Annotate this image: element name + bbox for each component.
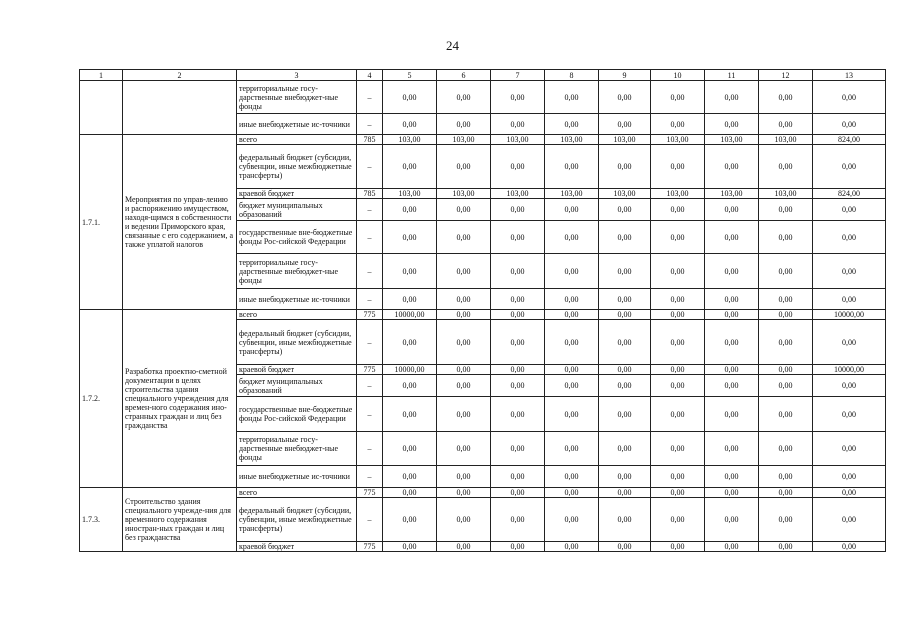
amount-cell: 103,00 — [383, 135, 437, 145]
column-number-1: 1 — [80, 70, 123, 81]
amount-cell: 10000,00 — [383, 310, 437, 320]
funding-source: иные внебюджетные ис-точники — [237, 466, 357, 488]
amount-cell: 0,00 — [813, 289, 886, 310]
amount-cell: 0,00 — [545, 310, 599, 320]
amount-cell: 103,00 — [383, 189, 437, 199]
column-number-5: 5 — [383, 70, 437, 81]
amount-cell: 0,00 — [491, 199, 545, 221]
amount-cell: 0,00 — [491, 221, 545, 254]
amount-cell: 0,00 — [545, 221, 599, 254]
amount-cell: 0,00 — [651, 81, 705, 114]
column-number-6: 6 — [437, 70, 491, 81]
table-row — [80, 81, 886, 114]
page-number: 24 — [446, 38, 459, 53]
amount-cell: 0,00 — [383, 145, 437, 189]
amount-cell: 0,00 — [545, 432, 599, 466]
amount-cell: 0,00 — [383, 320, 437, 365]
amount-cell: 0,00 — [383, 199, 437, 221]
amount-cell: 0,00 — [813, 488, 886, 498]
amount-cell: 10000,00 — [383, 365, 437, 375]
amount-cell: 0,00 — [759, 221, 813, 254]
funding-source: государственные вне-бюджетные фонды Рос-сийской Федерации — [237, 221, 357, 254]
funding-source: всего — [237, 488, 357, 498]
amount-cell: 0,00 — [437, 466, 491, 488]
amount-cell: 103,00 — [545, 135, 599, 145]
amount-cell: 0,00 — [437, 114, 491, 135]
amount-cell: 0,00 — [705, 221, 759, 254]
amount-cell: 0,00 — [383, 221, 437, 254]
budget-code: – — [357, 221, 383, 254]
amount-cell: 0,00 — [759, 199, 813, 221]
amount-cell: 0,00 — [437, 221, 491, 254]
amount-cell: 0,00 — [545, 289, 599, 310]
amount-cell: 0,00 — [813, 199, 886, 221]
measure-name — [123, 81, 237, 135]
amount-cell: 0,00 — [813, 320, 886, 365]
amount-cell: 0,00 — [383, 254, 437, 289]
measure-name: Мероприятия по управ-лению и распоряжению имуществом, находя-щимся в собственности и ведении Приморского края, связанные с его содержанием, а также уплатой налогов — [123, 135, 237, 310]
measure-code: 1.7.2. — [80, 310, 123, 488]
budget-code: 775 — [357, 542, 383, 552]
funding-source: территориальные госу-дарственные внебюджет-ные фонды — [237, 254, 357, 289]
funding-source: федеральный бюджет (субсидии, субвенции, иные межбюджетные трансферты) — [237, 145, 357, 189]
column-number-12: 12 — [759, 70, 813, 81]
budget-code: – — [357, 432, 383, 466]
amount-cell: 0,00 — [759, 466, 813, 488]
column-number-2: 2 — [123, 70, 237, 81]
budget-code: 775 — [357, 488, 383, 498]
amount-cell: 103,00 — [599, 189, 651, 199]
budget-code: 775 — [357, 365, 383, 375]
amount-cell: 0,00 — [599, 254, 651, 289]
amount-cell: 0,00 — [705, 365, 759, 375]
amount-cell: 0,00 — [705, 498, 759, 542]
table-body — [80, 81, 886, 552]
amount-cell: 0,00 — [545, 145, 599, 189]
budget-code: 785 — [357, 189, 383, 199]
funding-source: иные внебюджетные ис-точники — [237, 289, 357, 310]
column-number-13: 13 — [813, 70, 886, 81]
amount-cell: 0,00 — [651, 199, 705, 221]
amount-cell: 103,00 — [759, 135, 813, 145]
funding-source: федеральный бюджет (субсидии, субвенции, иные межбюджетные трансферты) — [237, 320, 357, 365]
amount-cell: 0,00 — [705, 432, 759, 466]
amount-cell: 0,00 — [813, 375, 886, 397]
amount-cell: 0,00 — [545, 498, 599, 542]
amount-cell: 0,00 — [705, 81, 759, 114]
amount-cell: 0,00 — [651, 365, 705, 375]
amount-cell: 824,00 — [813, 189, 886, 199]
amount-cell: 0,00 — [651, 488, 705, 498]
amount-cell: 0,00 — [545, 254, 599, 289]
column-number-header — [80, 70, 886, 81]
budget-code: 785 — [357, 135, 383, 145]
measure-code — [80, 81, 123, 135]
budget-code: – — [357, 114, 383, 135]
funding-source: всего — [237, 310, 357, 320]
amount-cell: 0,00 — [759, 289, 813, 310]
amount-cell: 0,00 — [545, 542, 599, 552]
budget-code: – — [357, 498, 383, 542]
amount-cell: 0,00 — [491, 145, 545, 189]
amount-cell: 0,00 — [759, 488, 813, 498]
amount-cell: 0,00 — [759, 81, 813, 114]
amount-cell: 0,00 — [705, 145, 759, 189]
amount-cell: 0,00 — [759, 432, 813, 466]
amount-cell: 0,00 — [599, 498, 651, 542]
column-number-7: 7 — [491, 70, 545, 81]
funding-source: территориальные госу-дарственные внебюджет-ные фонды — [237, 432, 357, 466]
amount-cell: 0,00 — [759, 365, 813, 375]
amount-cell: 0,00 — [383, 114, 437, 135]
amount-cell: 0,00 — [437, 542, 491, 552]
table-row — [80, 310, 886, 320]
amount-cell: 0,00 — [651, 432, 705, 466]
funding-source: федеральный бюджет (субсидии, субвенции, иные межбюджетные трансферты) — [237, 498, 357, 542]
funding-source: краевой бюджет — [237, 542, 357, 552]
amount-cell: 0,00 — [813, 498, 886, 542]
amount-cell: 103,00 — [759, 189, 813, 199]
amount-cell: 0,00 — [545, 81, 599, 114]
amount-cell: 0,00 — [599, 310, 651, 320]
funding-source: территориальные госу-дарственные внебюджет-ные фонды — [237, 81, 357, 114]
budget-code: – — [357, 397, 383, 432]
amount-cell: 0,00 — [705, 289, 759, 310]
amount-cell: 0,00 — [813, 221, 886, 254]
amount-cell: 0,00 — [651, 310, 705, 320]
amount-cell: 0,00 — [437, 432, 491, 466]
table-row — [80, 488, 886, 498]
measure-name: Разработка проектно-сметной документации в целях строительства здания специального учреждения для времен-ного содержания ино-странных граждан и лиц без гражданства — [123, 310, 237, 488]
amount-cell: 0,00 — [651, 145, 705, 189]
amount-cell: 0,00 — [651, 114, 705, 135]
amount-cell: 0,00 — [813, 432, 886, 466]
amount-cell: 0,00 — [705, 310, 759, 320]
budget-code: – — [357, 320, 383, 365]
funding-source: всего — [237, 135, 357, 145]
amount-cell: 0,00 — [491, 365, 545, 375]
amount-cell: 103,00 — [491, 189, 545, 199]
amount-cell: 103,00 — [437, 189, 491, 199]
column-number-9: 9 — [599, 70, 651, 81]
amount-cell: 0,00 — [599, 81, 651, 114]
amount-cell: 0,00 — [705, 542, 759, 552]
budget-code: – — [357, 289, 383, 310]
amount-cell: 0,00 — [599, 466, 651, 488]
column-number-3: 3 — [237, 70, 357, 81]
amount-cell: 0,00 — [545, 466, 599, 488]
amount-cell: 0,00 — [437, 397, 491, 432]
amount-cell: 0,00 — [705, 199, 759, 221]
amount-cell: 0,00 — [651, 320, 705, 365]
amount-cell: 0,00 — [545, 488, 599, 498]
amount-cell: 0,00 — [599, 542, 651, 552]
amount-cell: 103,00 — [705, 135, 759, 145]
amount-cell: 0,00 — [651, 498, 705, 542]
amount-cell: 0,00 — [813, 81, 886, 114]
amount-cell: 0,00 — [437, 488, 491, 498]
amount-cell: 0,00 — [491, 542, 545, 552]
amount-cell: 0,00 — [437, 289, 491, 310]
column-number-8: 8 — [545, 70, 599, 81]
amount-cell: 0,00 — [545, 199, 599, 221]
amount-cell: 0,00 — [545, 320, 599, 365]
amount-cell: 0,00 — [383, 81, 437, 114]
amount-cell: 0,00 — [813, 254, 886, 289]
amount-cell: 0,00 — [383, 432, 437, 466]
amount-cell: 0,00 — [759, 498, 813, 542]
amount-cell: 0,00 — [437, 320, 491, 365]
amount-cell: 0,00 — [383, 375, 437, 397]
column-number-4: 4 — [357, 70, 383, 81]
amount-cell: 0,00 — [599, 221, 651, 254]
amount-cell: 0,00 — [813, 542, 886, 552]
amount-cell: 0,00 — [545, 397, 599, 432]
amount-cell: 0,00 — [599, 320, 651, 365]
amount-cell: 0,00 — [759, 145, 813, 189]
amount-cell: 0,00 — [705, 466, 759, 488]
amount-cell: 0,00 — [545, 375, 599, 397]
amount-cell: 103,00 — [651, 189, 705, 199]
amount-cell: 0,00 — [491, 81, 545, 114]
funding-source: бюджет муниципальных образований — [237, 199, 357, 221]
budget-table — [79, 69, 886, 552]
funding-source: иные внебюджетные ис-точники — [237, 114, 357, 135]
amount-cell: 0,00 — [813, 397, 886, 432]
table-row — [80, 135, 886, 145]
funding-source: государственные вне-бюджетные фонды Рос-сийской Федерации — [237, 397, 357, 432]
amount-cell: 0,00 — [705, 254, 759, 289]
budget-code: – — [357, 466, 383, 488]
amount-cell: 10000,00 — [813, 310, 886, 320]
amount-cell: 0,00 — [491, 375, 545, 397]
amount-cell: 0,00 — [383, 289, 437, 310]
amount-cell: 0,00 — [491, 310, 545, 320]
amount-cell: 0,00 — [437, 375, 491, 397]
budget-code: – — [357, 145, 383, 189]
amount-cell: 0,00 — [437, 145, 491, 189]
amount-cell: 0,00 — [437, 365, 491, 375]
amount-cell: 0,00 — [759, 254, 813, 289]
amount-cell: 0,00 — [491, 432, 545, 466]
amount-cell: 0,00 — [437, 498, 491, 542]
amount-cell: 0,00 — [705, 375, 759, 397]
amount-cell: 103,00 — [437, 135, 491, 145]
amount-cell: 0,00 — [759, 542, 813, 552]
funding-source: краевой бюджет — [237, 189, 357, 199]
funding-source: бюджет муниципальных образований — [237, 375, 357, 397]
amount-cell: 0,00 — [599, 289, 651, 310]
amount-cell: 0,00 — [651, 289, 705, 310]
amount-cell: 0,00 — [383, 542, 437, 552]
amount-cell: 0,00 — [651, 221, 705, 254]
budget-code: – — [357, 199, 383, 221]
amount-cell: 0,00 — [813, 145, 886, 189]
amount-cell: 0,00 — [651, 466, 705, 488]
amount-cell: 0,00 — [599, 145, 651, 189]
measure-code: 1.7.3. — [80, 488, 123, 552]
amount-cell: 0,00 — [651, 254, 705, 289]
amount-cell: 0,00 — [759, 320, 813, 365]
amount-cell: 0,00 — [705, 397, 759, 432]
budget-code: 775 — [357, 310, 383, 320]
amount-cell: 0,00 — [545, 114, 599, 135]
amount-cell: 0,00 — [599, 397, 651, 432]
budget-code: – — [357, 254, 383, 289]
amount-cell: 0,00 — [545, 365, 599, 375]
amount-cell: 0,00 — [813, 466, 886, 488]
amount-cell: 0,00 — [705, 488, 759, 498]
amount-cell: 0,00 — [705, 114, 759, 135]
amount-cell: 0,00 — [437, 310, 491, 320]
amount-cell: 824,00 — [813, 135, 886, 145]
amount-cell: 0,00 — [383, 466, 437, 488]
amount-cell: 103,00 — [705, 189, 759, 199]
amount-cell: 0,00 — [491, 254, 545, 289]
column-number-10: 10 — [651, 70, 705, 81]
amount-cell: 0,00 — [437, 199, 491, 221]
amount-cell: 0,00 — [599, 199, 651, 221]
amount-cell: 0,00 — [599, 375, 651, 397]
budget-code: – — [357, 375, 383, 397]
amount-cell: 0,00 — [491, 114, 545, 135]
amount-cell: 103,00 — [599, 135, 651, 145]
amount-cell: 103,00 — [545, 189, 599, 199]
amount-cell: 0,00 — [813, 114, 886, 135]
amount-cell: 0,00 — [383, 498, 437, 542]
amount-cell: 0,00 — [491, 397, 545, 432]
measure-code: 1.7.1. — [80, 135, 123, 310]
amount-cell: 0,00 — [651, 375, 705, 397]
amount-cell: 0,00 — [759, 310, 813, 320]
measure-name: Строительство здания специального учрежде-ния для временного содержания иностран-ных граждан и лиц без гражданства — [123, 488, 237, 552]
budget-code: – — [357, 81, 383, 114]
amount-cell: 10000,00 — [813, 365, 886, 375]
amount-cell: 0,00 — [599, 488, 651, 498]
amount-cell: 0,00 — [651, 542, 705, 552]
amount-cell: 0,00 — [491, 498, 545, 542]
amount-cell: 0,00 — [759, 375, 813, 397]
amount-cell: 103,00 — [491, 135, 545, 145]
amount-cell: 0,00 — [491, 488, 545, 498]
amount-cell: 0,00 — [599, 365, 651, 375]
amount-cell: 103,00 — [651, 135, 705, 145]
amount-cell: 0,00 — [599, 114, 651, 135]
funding-source: краевой бюджет — [237, 365, 357, 375]
amount-cell: 0,00 — [759, 397, 813, 432]
amount-cell: 0,00 — [759, 114, 813, 135]
amount-cell: 0,00 — [491, 289, 545, 310]
amount-cell: 0,00 — [437, 254, 491, 289]
amount-cell: 0,00 — [437, 81, 491, 114]
amount-cell: 0,00 — [383, 397, 437, 432]
amount-cell: 0,00 — [599, 432, 651, 466]
amount-cell: 0,00 — [705, 320, 759, 365]
amount-cell: 0,00 — [383, 488, 437, 498]
column-number-11: 11 — [705, 70, 759, 81]
amount-cell: 0,00 — [491, 320, 545, 365]
amount-cell: 0,00 — [491, 466, 545, 488]
amount-cell: 0,00 — [651, 397, 705, 432]
